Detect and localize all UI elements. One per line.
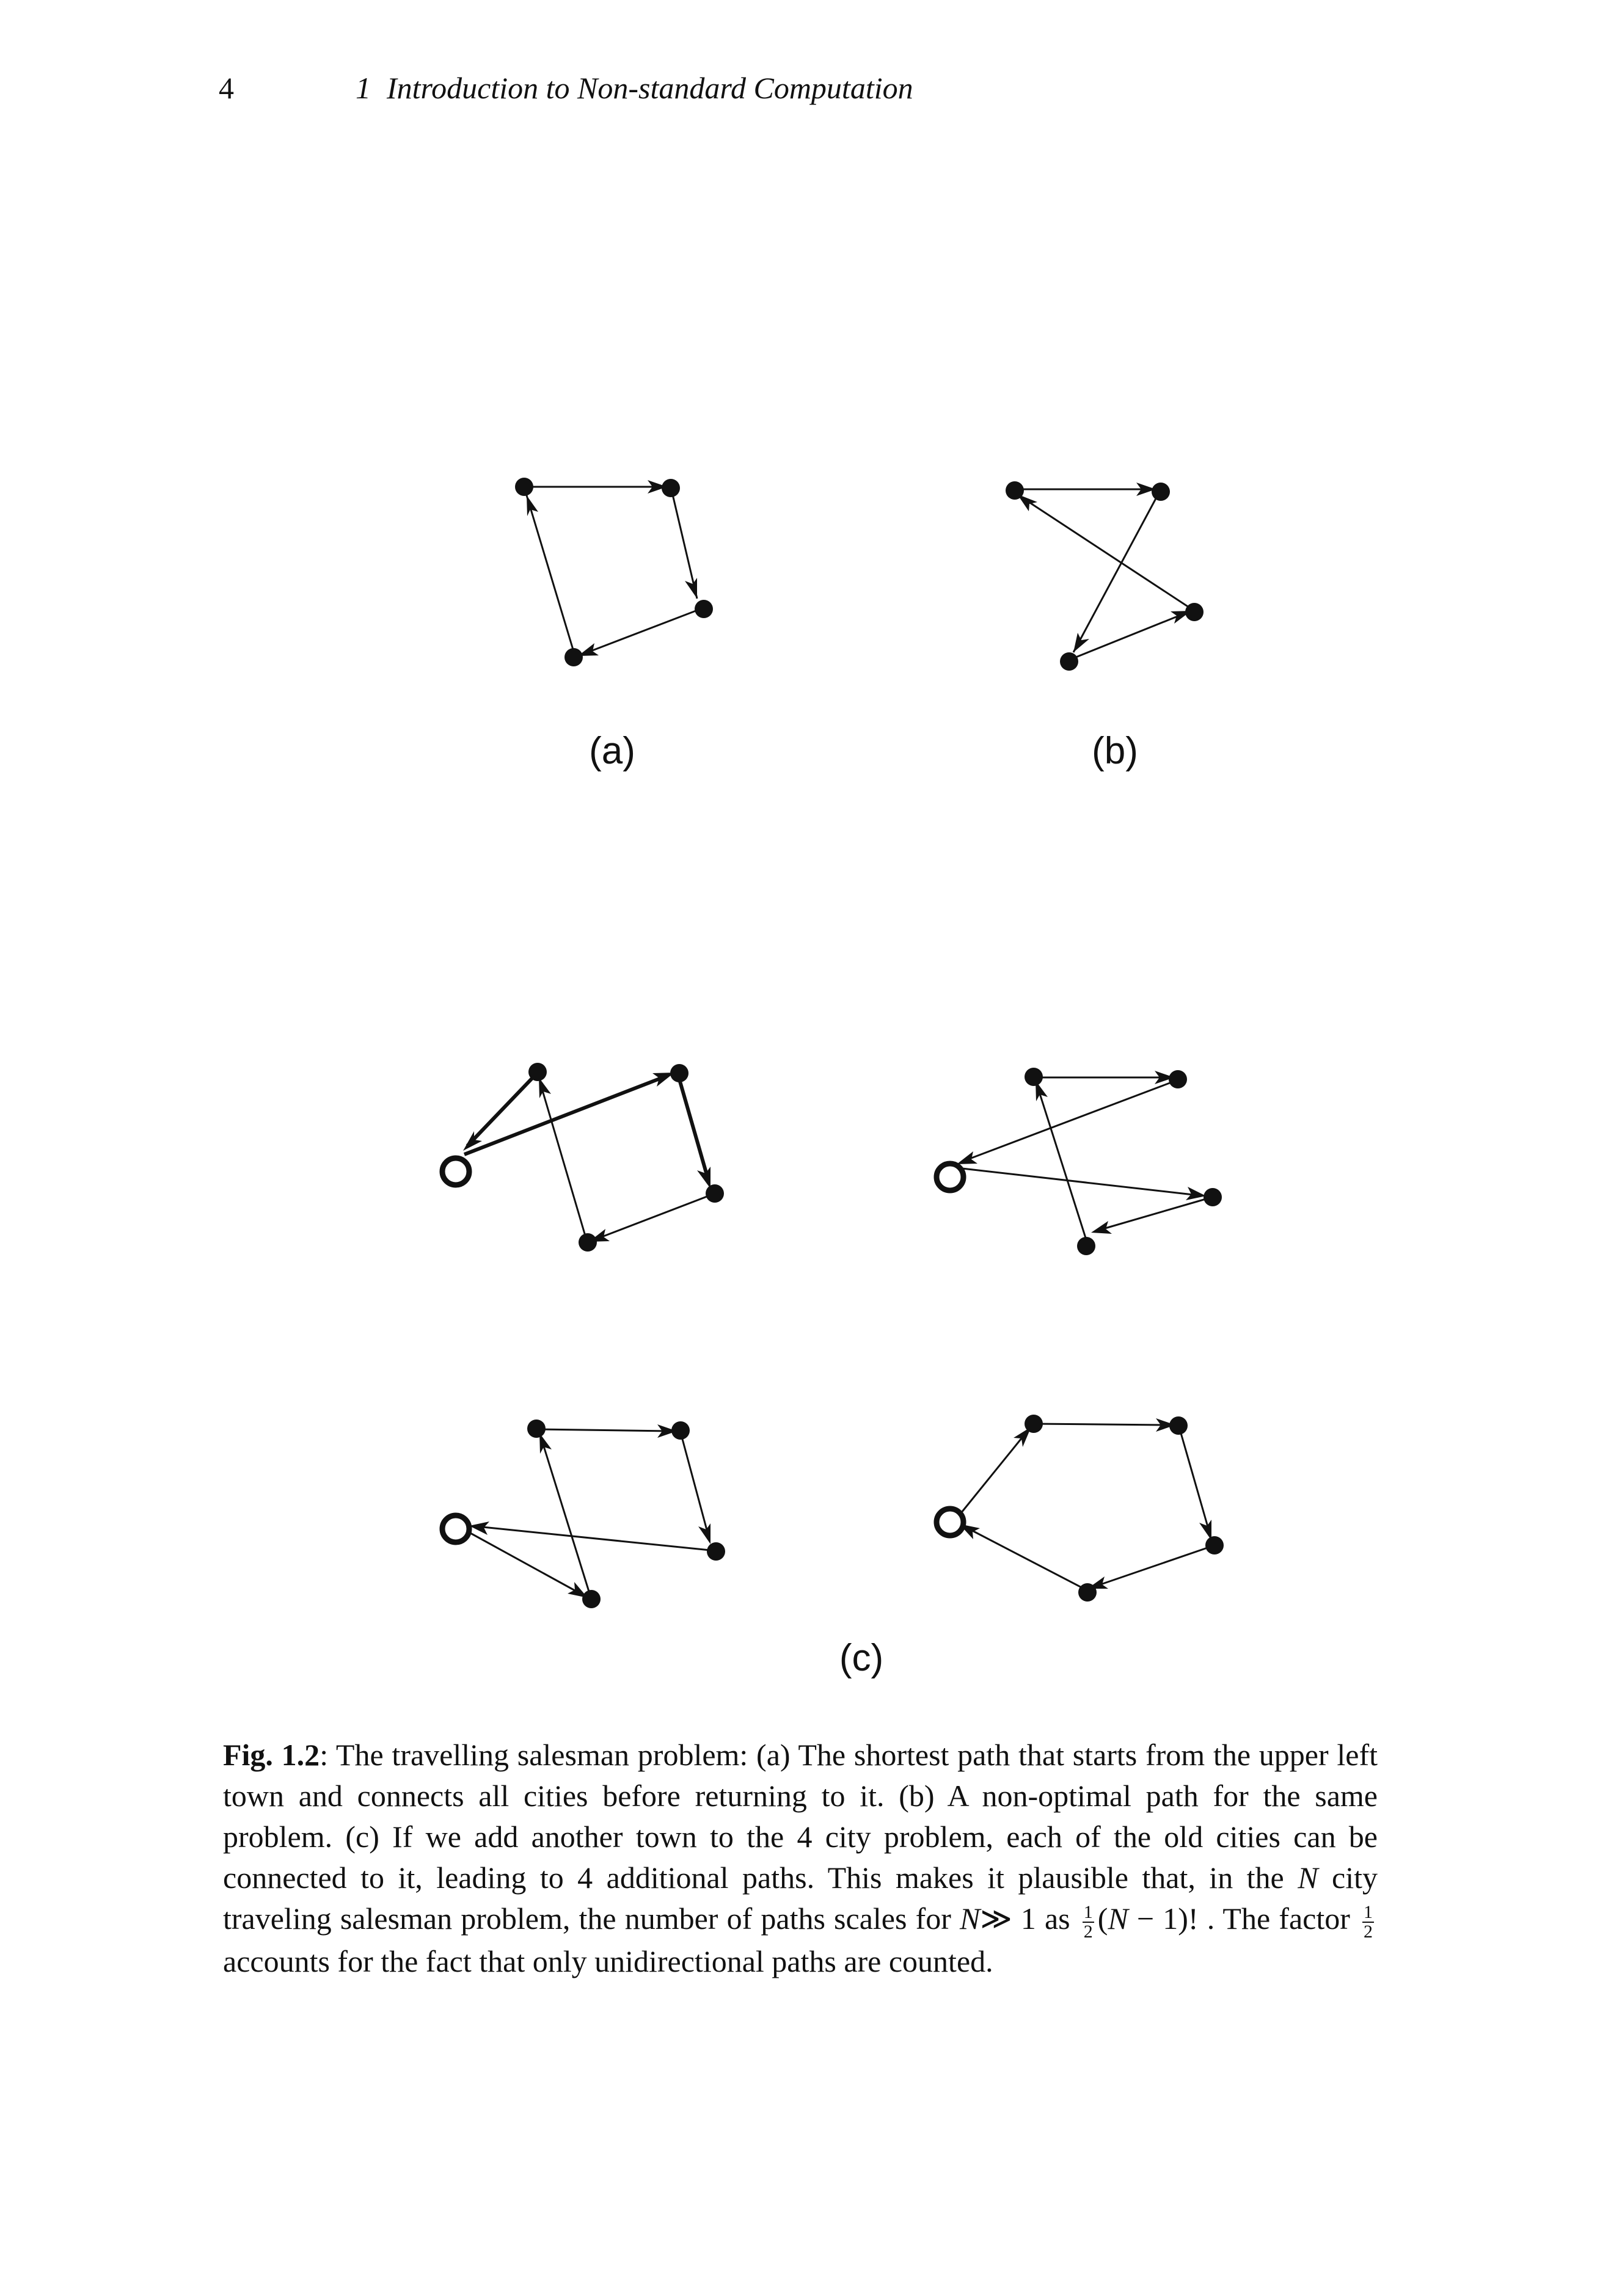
caption-text-4: (: [1097, 1901, 1108, 1936]
fraction-denominator: 2: [1083, 1921, 1093, 1942]
new-city-node: [442, 1158, 469, 1185]
figure-label: Fig. 1.2: [223, 1738, 320, 1772]
edge: [1037, 1086, 1087, 1244]
edge: [1094, 1545, 1215, 1587]
city-node: [515, 478, 533, 496]
city-node: [707, 1542, 725, 1561]
city-node: [1025, 1068, 1043, 1086]
panel-b-graph: [1006, 481, 1204, 671]
caption-text-3: ≫ 1 as: [980, 1901, 1079, 1936]
edge: [678, 1075, 709, 1181]
city-node: [528, 1063, 547, 1081]
city-node: [564, 648, 583, 666]
fraction-denominator: 2: [1364, 1921, 1373, 1942]
edge: [1021, 497, 1194, 611]
arrowhead: [1199, 1520, 1211, 1540]
arrowhead: [698, 1523, 711, 1544]
edge: [1179, 1427, 1210, 1533]
city-node: [670, 1064, 689, 1082]
city-node: [706, 1184, 724, 1203]
math-var-n: N: [1108, 1901, 1128, 1936]
city-node: [527, 1420, 546, 1438]
edge: [962, 1432, 1026, 1512]
new-city-node: [937, 1509, 963, 1536]
caption-sep: :: [320, 1738, 329, 1772]
chapter-number: 1: [356, 71, 371, 105]
edge: [681, 1432, 709, 1537]
caption-text-5: − 1)! . The factor: [1128, 1901, 1359, 1936]
edge: [470, 1533, 582, 1594]
panel-label-c: (c): [839, 1637, 884, 1679]
panel-a-graph: [515, 478, 713, 666]
city-node: [579, 1233, 597, 1252]
edge: [1097, 1197, 1212, 1231]
fraction-half: [1083, 1903, 1094, 1941]
edge: [541, 1438, 590, 1595]
panel-c2-graph: [937, 1068, 1222, 1255]
math-var-n: N: [1298, 1860, 1318, 1895]
caption-text-1: The travelling salesman problem: (a) The shortest path that starts from the upper left town and connects all cities before returning to it. (b) A non-optimal path for the same problem. (c) If we add another town to the 4 city problem, each of the old cities can be connected to it, leading to 4 additional paths. This makes it plausible that, in the: [223, 1738, 1378, 1895]
edge: [671, 487, 697, 599]
new-city-node: [937, 1164, 963, 1190]
city-node: [1169, 1070, 1187, 1088]
city-node: [1169, 1416, 1188, 1435]
edge: [594, 1194, 715, 1240]
edge: [962, 1168, 1199, 1195]
city-node: [662, 479, 680, 497]
city-node: [1077, 1237, 1095, 1255]
fraction-numerator: 1: [1364, 1901, 1373, 1922]
math-var-n: N: [960, 1901, 981, 1936]
city-node: [695, 600, 713, 618]
city-node: [1025, 1415, 1043, 1433]
new-city-node: [442, 1515, 469, 1542]
edge: [527, 495, 574, 654]
caption-text-6: accounts for the fact that only unidirectional paths are counted.: [223, 1944, 993, 1978]
edge: [540, 1082, 586, 1240]
edge: [477, 1526, 716, 1551]
edge: [467, 1073, 538, 1146]
panel-c1-graph: [442, 1063, 724, 1252]
edge: [962, 1080, 1178, 1162]
city-node: [1006, 481, 1024, 500]
edge: [1070, 613, 1185, 660]
panel-label-a: (a): [589, 730, 635, 772]
city-node: [1060, 652, 1078, 671]
city-node: [671, 1421, 690, 1440]
edge: [965, 1527, 1087, 1591]
edge: [1034, 1424, 1168, 1425]
panel-label-b: (b): [1092, 730, 1138, 772]
fraction-half: [1362, 1903, 1374, 1941]
city-node: [1152, 483, 1170, 501]
chapter-title: Introduction to Non-standard Computation: [387, 71, 913, 105]
page-number: 4: [219, 71, 234, 105]
city-node: [1078, 1583, 1097, 1602]
panel-c3-graph: [442, 1420, 725, 1608]
arrowhead: [685, 578, 697, 599]
city-node: [1185, 603, 1204, 621]
figure-caption: [223, 1735, 1378, 1982]
edge: [538, 1429, 670, 1431]
panel-c4-graph: [937, 1415, 1224, 1602]
caption-text-2: city traveling salesman problem, the number of paths scales for: [223, 1860, 1378, 1936]
city-node: [582, 1590, 601, 1608]
edge: [578, 608, 704, 656]
fraction-numerator: 1: [1083, 1901, 1093, 1922]
city-node: [1205, 1536, 1224, 1554]
city-node: [1204, 1188, 1222, 1206]
